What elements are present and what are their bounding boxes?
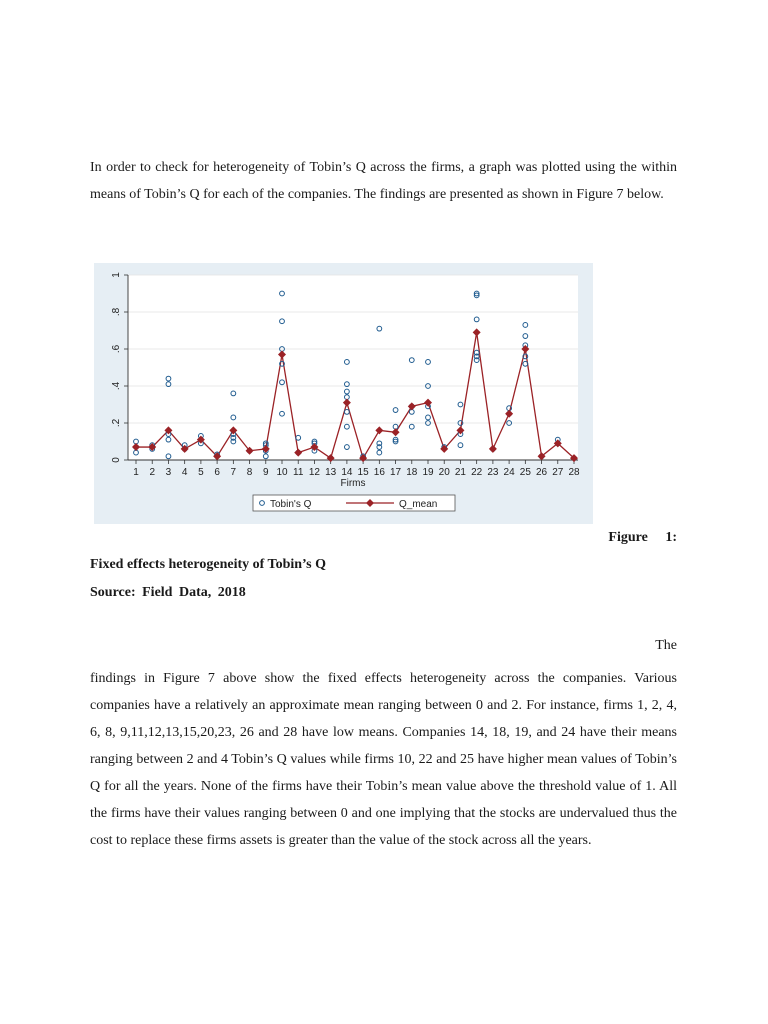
x-tick-label: 9 <box>262 467 269 478</box>
legend-tobins-q-label: Tobin's Q <box>270 499 312 510</box>
y-tick-label: 0 <box>111 457 122 463</box>
x-tick-label: 6 <box>214 467 220 478</box>
x-tick-label: 12 <box>308 467 321 478</box>
intro-paragraph: In order to check for heterogeneity of Tobin’s Q across the firms, a graph was plotted using the within means of Tobin’s Q for each of the companies. The findings are presented as shown in Figure 7 below. <box>90 160 677 202</box>
x-tick-label: 27 <box>552 467 564 478</box>
x-tick-label: 20 <box>438 467 450 478</box>
y-tick-label: .2 <box>111 418 122 428</box>
x-tick-label: 18 <box>406 467 418 478</box>
plot-area <box>128 275 578 460</box>
x-tick-label: 8 <box>246 467 253 478</box>
x-tick-label: 28 <box>568 467 580 478</box>
x-tick-label: 23 <box>487 467 499 478</box>
x-tick-label: 25 <box>519 467 531 478</box>
x-tick-label: 16 <box>373 467 385 478</box>
x-tick-label: 5 <box>198 467 204 478</box>
x-tick-label: 10 <box>276 467 288 478</box>
y-tick-label: .8 <box>111 307 122 317</box>
y-tick-label: .4 <box>111 381 122 391</box>
figure-title: Fixed effects heterogeneity of Tobin’s Q <box>90 557 327 572</box>
x-tick-label: 17 <box>389 467 402 478</box>
x-axis-title: Firms <box>340 478 366 489</box>
figure-label: Figure 1: <box>608 530 677 545</box>
x-tick-label: 24 <box>503 467 515 478</box>
figure-panel <box>94 263 593 524</box>
figure-source: Source: Field Data, 2018 <box>90 585 246 600</box>
y-tick-label: .6 <box>111 344 122 354</box>
x-tick-label: 3 <box>165 467 172 478</box>
x-tick-label: 26 <box>535 467 548 478</box>
x-tick-label: 14 <box>341 467 353 478</box>
x-tick-label: 11 <box>293 467 304 478</box>
x-tick-label: 19 <box>422 467 434 478</box>
legend-q-mean-label: Q_mean <box>399 499 438 510</box>
x-tick-label: 2 <box>149 467 156 478</box>
findings-lead-word: The <box>655 638 677 653</box>
y-tick-label: 1 <box>111 272 122 278</box>
x-tick-label: 13 <box>325 467 337 478</box>
x-tick-label: 22 <box>471 467 483 478</box>
legend <box>253 495 455 511</box>
x-tick-label: 21 <box>454 467 467 478</box>
findings-paragraph: findings in Figure 7 above show the fixed effects heterogeneity across the companies. Various companies have a relatively an approximate mean ranging between 0 and 2. For instance, firms 1, 2, 4, 6, 8, 9,11,12,13,15,20,23, 26 and 28 have low means. Companies 14, 18, 19, and 24 have their means ranging between 2 and 4 Tobin’s Q values while firms 10, 22 and 25 have higher mean values of Tobin’s Q for all the years. None of the firms have their Tobin’s mean value above the threshold value of 1. All the firms have their values ranging between 0 and one implying that the stocks are undervalued thus the cost to replace these firms assets is greater than the value of the stock across all the years. <box>90 671 677 848</box>
x-tick-label: 4 <box>181 467 188 478</box>
x-tick-label: 1 <box>133 467 139 478</box>
tobins-q-chart <box>94 263 593 524</box>
x-tick-label: 7 <box>230 467 237 478</box>
x-tick-label: 15 <box>357 467 369 478</box>
